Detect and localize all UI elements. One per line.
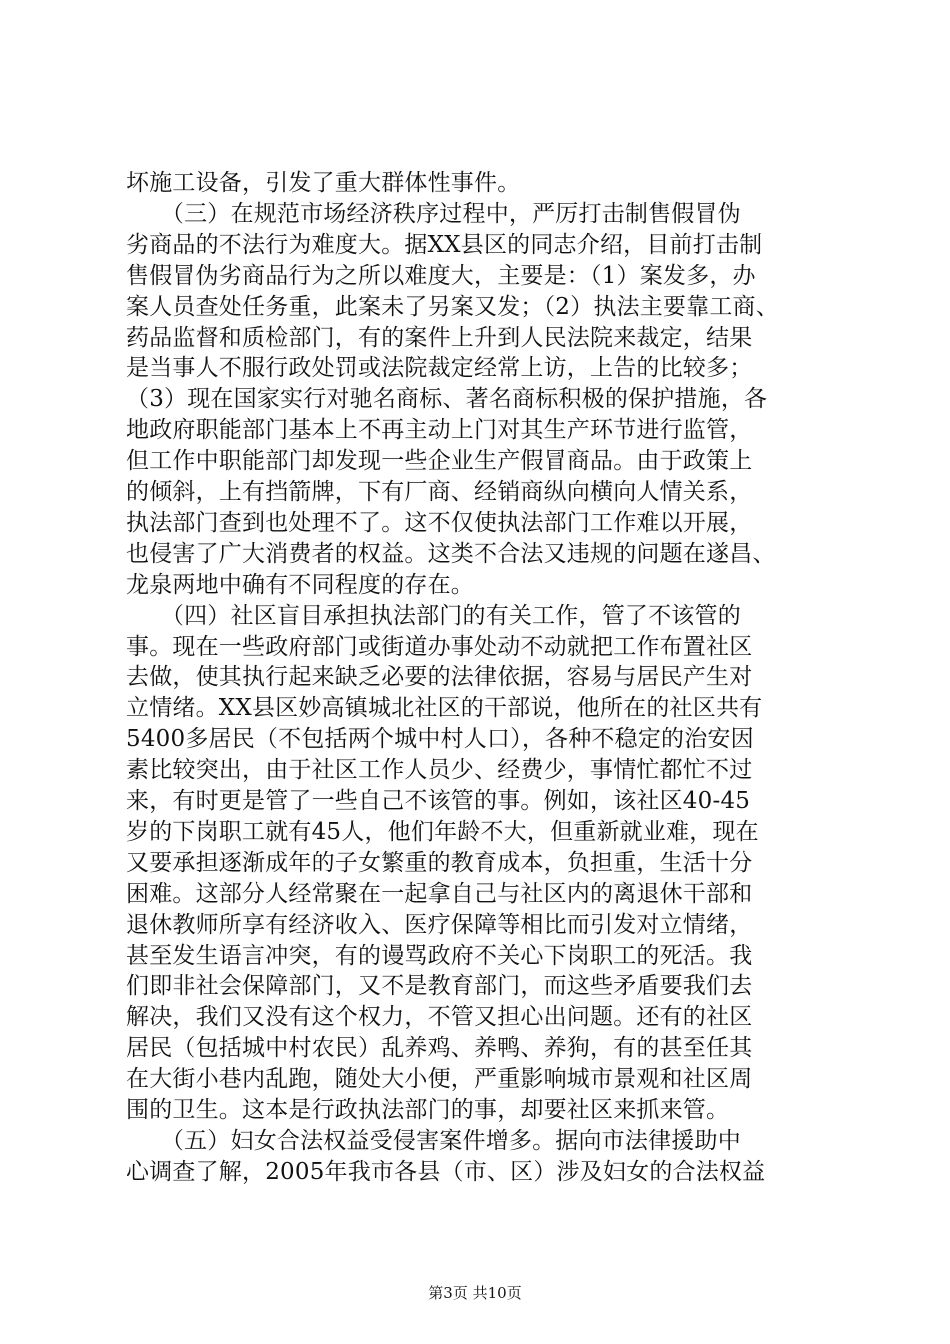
text-line: 去做，使其执行起来缺乏必要的法律依据，容易与居民产生对 <box>126 664 753 690</box>
text-line: 解决，我们又没有这个权力，不管又担心出问题。还有的社区 <box>126 1004 753 1030</box>
text-line: （三）在规范市场经济秩序过程中，严厉打击制售假冒伪 <box>126 201 741 227</box>
text-line: 的倾斜，上有挡箭牌，下有厂商、经销商纵向横向人情关系， <box>126 479 753 505</box>
text-line: 们即非社会保障部门，又不是教育部门，而这些矛盾要我们去 <box>126 973 753 999</box>
text-line: 在大街小巷内乱跑，随处大小便，严重影响城市景观和社区周 <box>126 1066 753 1092</box>
text-line: 心调查了解，2005年我市各县（市、区）涉及妇女的合法权益 <box>126 1159 766 1185</box>
text-line: （五）妇女合法权益受侵害案件增多。据向市法律援助中 <box>126 1128 741 1154</box>
text-line: 售假冒伪劣商品行为之所以难度大，主要是：（1）案发多，办 <box>126 263 756 289</box>
text-line: 药品监督和质检部门，有的案件上升到人民法院来裁定，结果 <box>126 325 753 351</box>
text-line: （3）现在国家实行对驰名商标、著名商标积极的保护措施，各 <box>126 386 768 412</box>
text-line: 退休教师所享有经济收入、医疗保障等相比而引发对立情绪， <box>126 912 753 938</box>
text-line: 劣商品的不法行为难度大。据XX县区的同志介绍，目前打击制 <box>126 232 763 258</box>
text-line: 案人员查处任务重，此案未了另案又发；（2）执法主要靠工商、 <box>126 294 779 320</box>
text-line: 岁的下岗职工就有45人，他们年龄不大，但重新就业难，现在 <box>126 819 759 845</box>
text-line: 素比较突出，由于社区工作人员少、经费少，事情忙都忙不过 <box>126 757 753 783</box>
text-line: 甚至发生语言冲突，有的谩骂政府不关心下岗职工的死活。我 <box>126 943 753 969</box>
text-line: 围的卫生。这本是行政执法部门的事，却要社区来抓来管。 <box>126 1097 730 1123</box>
text-line: 也侵害了广大消费者的权益。这类不合法又违规的问题在遂昌、 <box>126 541 776 567</box>
text-line: 来，有时更是管了一些自己不该管的事。例如，该社区40-45 <box>126 788 751 814</box>
text-line: 执法部门查到也处理不了。这不仅使执法部门工作难以开展， <box>126 510 753 536</box>
text-line: 居民（包括城中村农民）乱养鸡、养鸭、养狗，有的甚至任其 <box>126 1035 753 1061</box>
text-line: 但工作中职能部门却发现一些企业生产假冒商品。由于政策上 <box>126 448 753 474</box>
text-line: （四）社区盲目承担执法部门的有关工作，管了不该管的 <box>126 603 741 629</box>
text-line: 龙泉两地中确有不同程度的存在。 <box>126 572 474 598</box>
text-line: 地政府职能部门基本上不再主动上门对其生产环节进行监管， <box>126 417 753 443</box>
text-line: 困难。这部分人经常聚在一起拿自己与社区内的离退休干部和 <box>126 881 753 907</box>
text-line: 事。现在一些政府部门或街道办事处动不动就把工作布置社区 <box>126 634 753 660</box>
page-footer: 第3页 共10页 <box>428 1284 522 1302</box>
text-line: 是当事人不服行政处罚或法院裁定经常上访，上告的比较多； <box>126 355 753 381</box>
text-line: 立情绪。XX县区妙高镇城北社区的干部说，他所在的社区共有 <box>126 695 763 721</box>
text-line: 又要承担逐渐成年的子女繁重的教育成本，负担重，生活十分 <box>126 850 753 876</box>
text-line: 坏施工设备，引发了重大群体性事件。 <box>126 170 521 196</box>
text-line: 5400多居民（不包括两个城中村人口），各种不稳定的治安因 <box>126 726 754 752</box>
